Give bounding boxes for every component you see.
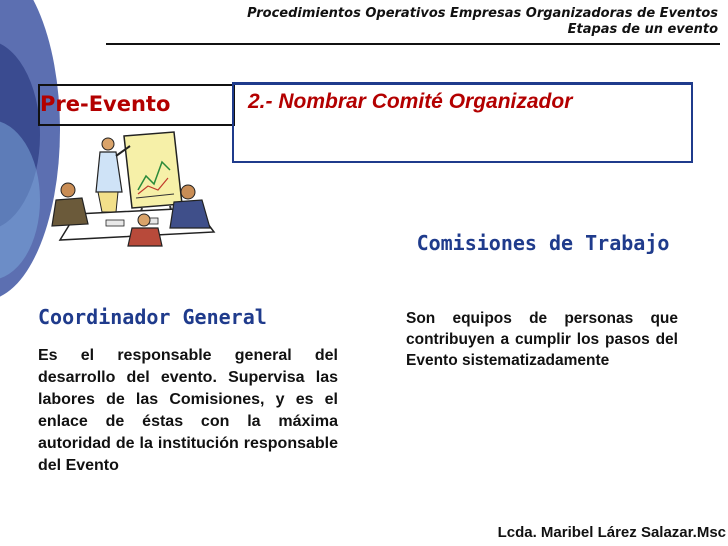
meeting-presentation-clipart xyxy=(46,128,218,248)
author-credit: Lcda. Maribel Lárez Salazar.Msc xyxy=(497,524,726,541)
slide-header xyxy=(118,6,718,38)
slide-title: 2.- Nombrar Comité Organizador xyxy=(248,90,573,113)
header-line-1: Procedimientos Operativos Empresas Organizadoras de Eventos xyxy=(247,6,718,21)
comisiones-title: Comisiones de Trabajo xyxy=(416,231,670,255)
header-divider xyxy=(106,43,720,45)
coordinador-text: Es el responsable general del desarrollo del evento. Supervisa las labores de las Comisiones, y es el enlace de éstas con la máxima autoridad de la institución responsable del Evento xyxy=(38,347,338,474)
comisiones-text: Son equipos de personas que contribuyen a cumplir los pasos del Evento sistematizadamente xyxy=(406,310,678,369)
header-line-2: Etapas de un evento xyxy=(567,22,718,37)
coordinador-title: Coordinador General xyxy=(38,305,267,329)
stage-label: Pre-Evento xyxy=(40,92,171,116)
